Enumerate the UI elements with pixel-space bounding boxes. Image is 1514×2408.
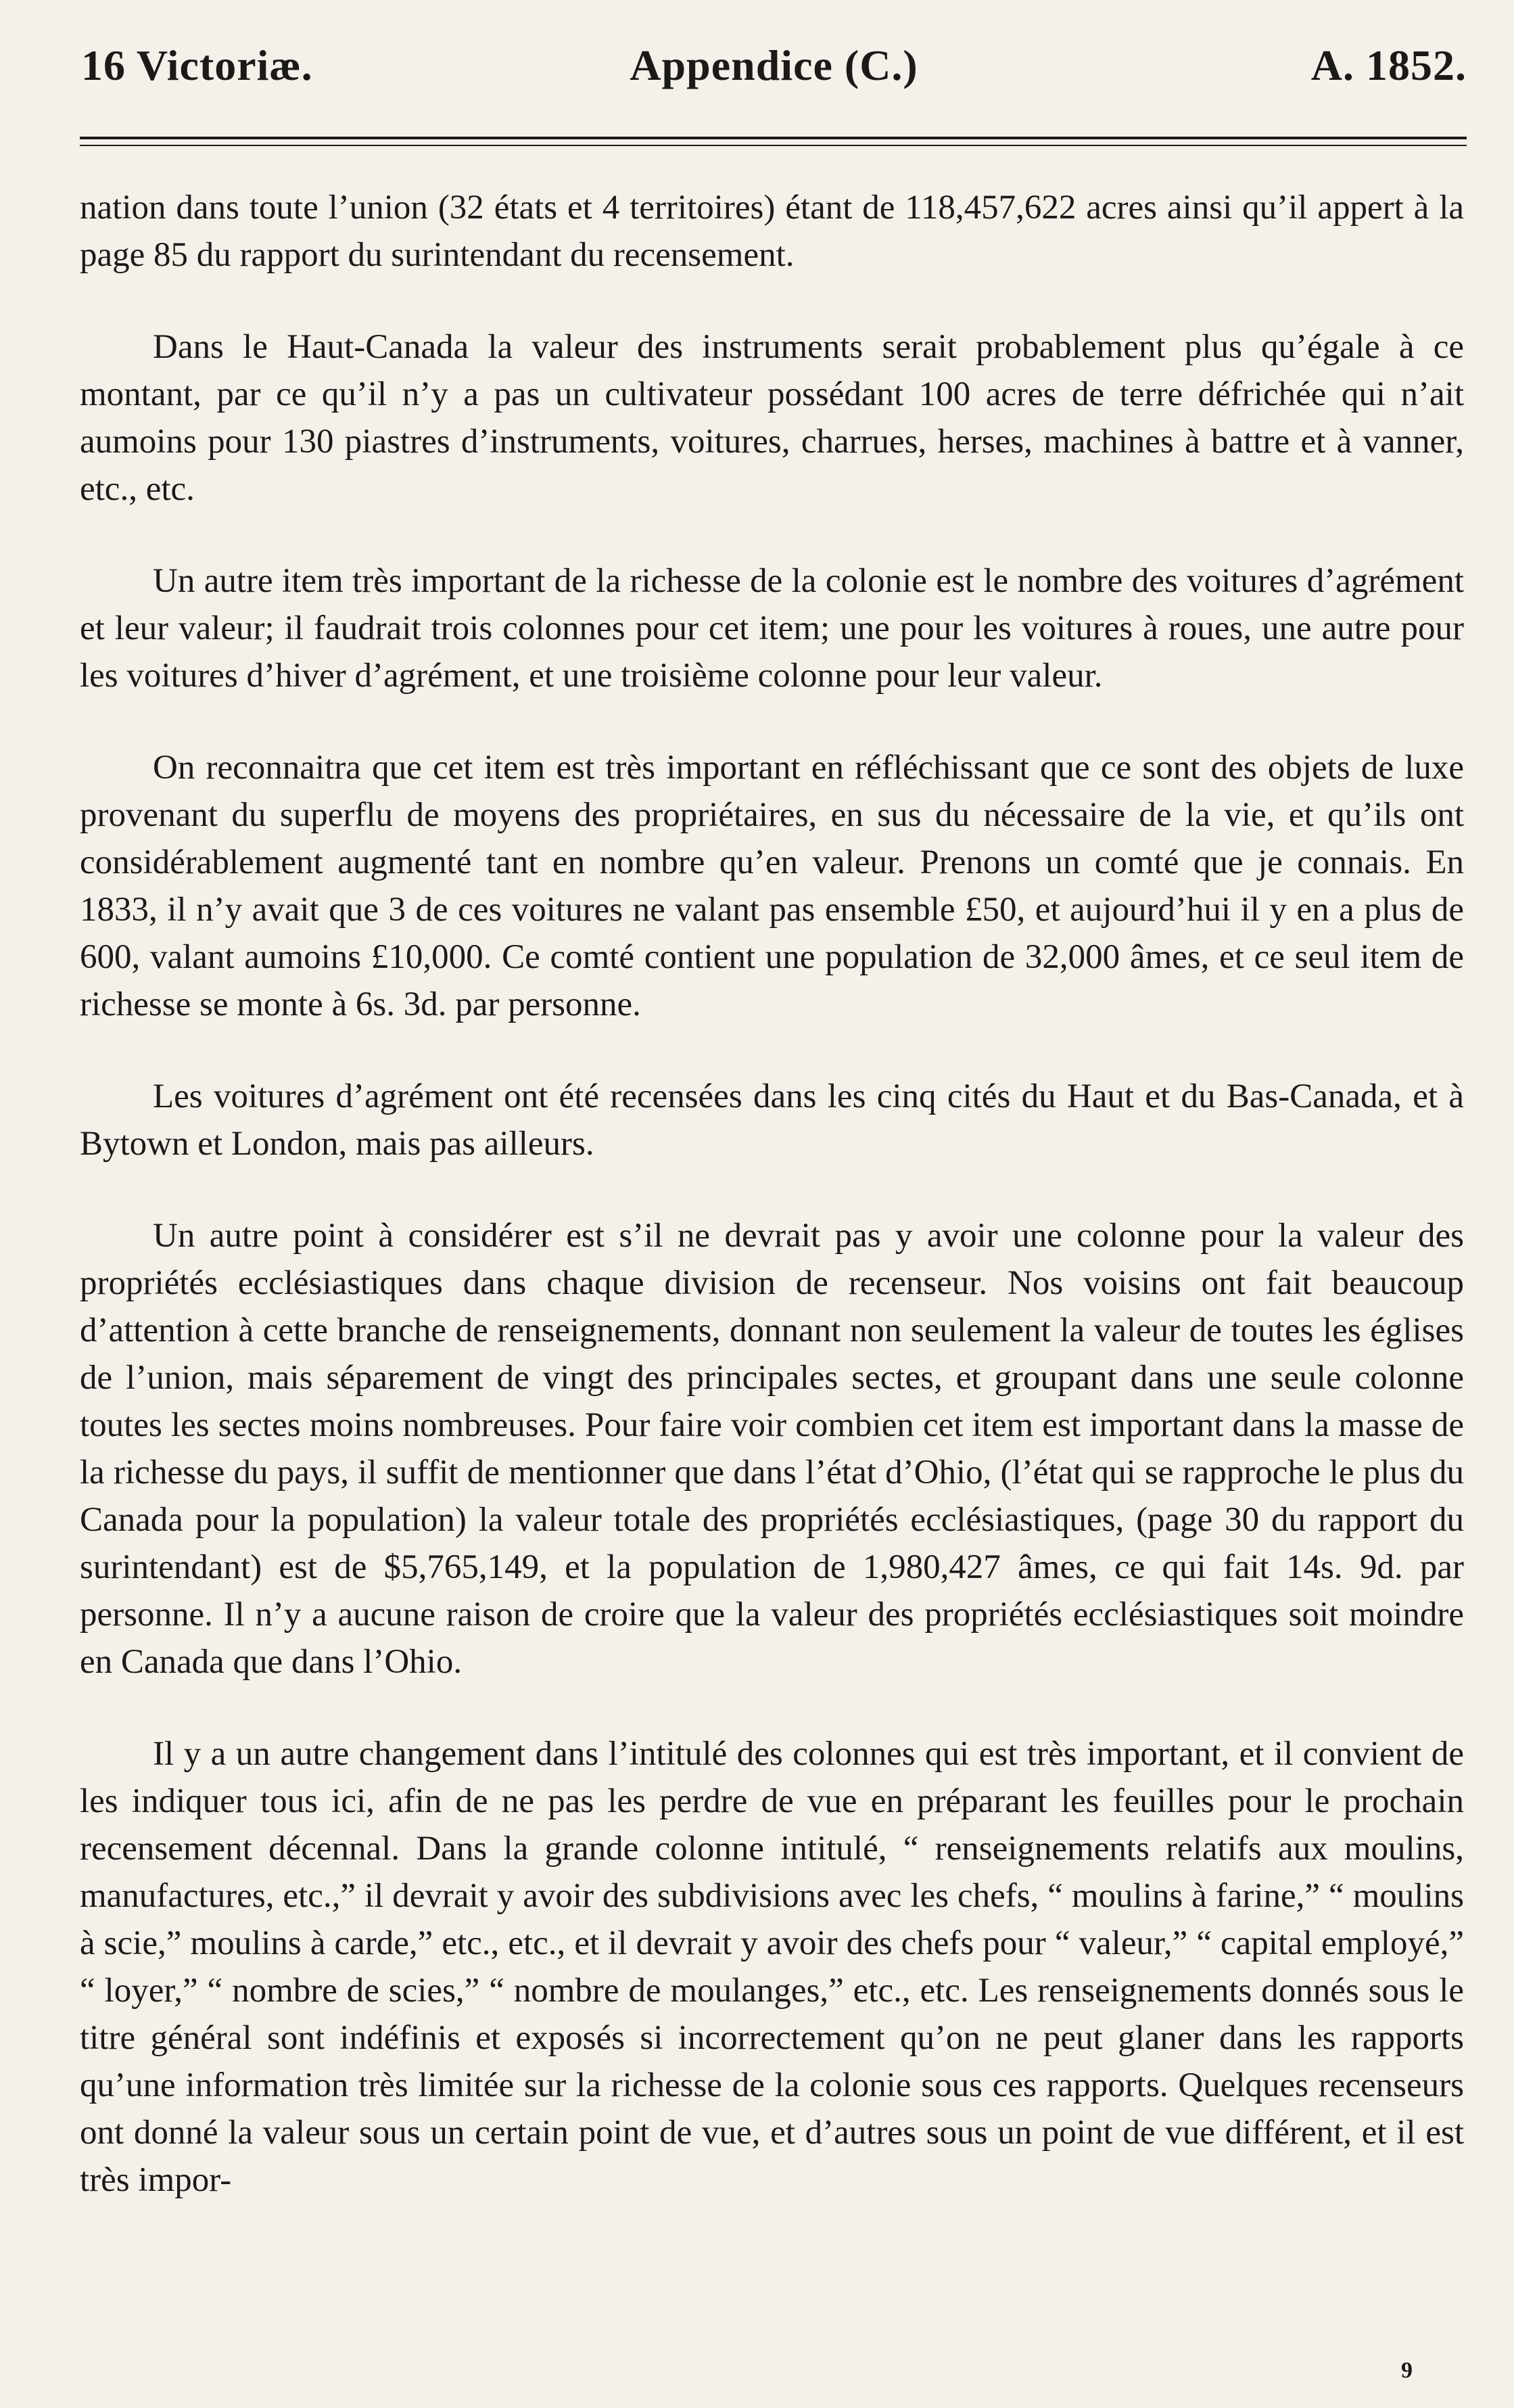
paragraph-3: Un autre item très important de la richesse de la colonie est le nombre des voitures d’agrément et leur valeur; il faudrait trois colonnes pour cet item; une pour les voitures à roues, une autre pour les voitures d’hiver d’agrément, et une troisième colonne pour leur valeur. [80,562,1464,695]
body-text [80,184,1464,2248]
header-rule-thick [80,137,1467,139]
header-year: A. 1852. [1310,41,1467,89]
paragraph-1: nation dans toute l’union (32 états et 4 territoires) étant de 118,457,622 acres ainsi qu’il appert à la page 85 du rapport du surintendant du recensement. [80,189,1464,274]
page-folio: 9 [1401,2358,1413,2383]
paragraph-2: Dans le Haut-Canada la valeur des instruments serait probablement plus qu’égale à ce montant, par ce qu’il n’y a pas un cultivateur possédant 100 acres de terre défrichée qui n’ait aumoins pour 130 piastres d’instruments, voitures, charrues, herses, machines à battre et à vanner, etc., etc. [80,328,1464,508]
running-header [81,41,1467,101]
header-rule-thin [80,145,1467,146]
paragraph-7: Il y a un autre changement dans l’intitulé des colonnes qui est très important, et il convient de les indiquer tous ici, afin de ne pas les perdre de vue en préparant les feuilles pour le prochain recensement décennal. Dans la grande colonne intitulé, “ renseignements relatifs aux moulins, manufactures, etc.,” il devrait y avoir des subdivisions avec les chefs, “ moulins à farine,” “ moulins à scie,” moulins à carde,” etc., etc., et il devrait y avoir des chefs pour “ valeur,” “ capital employé,” “ loyer,” “ nombre de scies,” “ nombre de moulanges,” etc., etc. Les renseignements donnés sous le titre général sont indéfinis et exposés si incorrectement qu’on ne peut glaner dans les rapports qu’une information très limitée sur la richesse de la colonie sous ces rapports. Quelques recenseurs ont donné la valeur sous un certain point de vue, et d’autres sous un point de vue différent, et il est très impor- [80,1735,1464,2199]
header-session: 16 Victoriæ. [81,41,313,89]
paragraph-6: Un autre point à considérer est s’il ne devrait pas y avoir une colonne pour la valeur des propriétés ecclésiastiques dans chaque division de recenseur. Nos voisins ont fait beaucoup d’attention à cette branche de renseignements, donnant non seulement la valeur de toutes les églises de l’union, mais séparement de vingt des principales sectes, et groupant dans une seule colonne toutes les sectes moins nombreuses. Pour faire voir combien cet item est important dans la masse de la richesse du pays, il suffit de mentionner que dans l’état d’Ohio, (l’état qui se rapproche le plus du Canada pour la population) la valeur totale des propriétés ecclésiastiques, (page 30 du rapport du surintendant) est de $5,765,149, et la population de 1,980,427 âmes, ce qui fait 14s. 9d. par personne. Il n’y a aucune raison de croire que la valeur des propriétés ecclésiastiques soit moindre en Canada que dans l’Ohio. [80,1217,1464,1681]
paragraph-5: Les voitures d’agrément ont été recensées dans les cinq cités du Haut et du Bas-Canada, et à Bytown et London, mais pas ailleurs. [80,1078,1464,1163]
paragraph-4: On reconnaitra que cet item est très important en réfléchissant que ce sont des objets de luxe provenant du superflu de moyens des propriétaires, en sus du nécessaire de la vie, et qu’ils ont considérablement augmenté tant en nombre qu’en valeur. Prenons un comté que je connais. En 1833, il n’y avait que 3 de ces voitures ne valant pas ensemble £50, et aujourd’hui il y en a plus de 600, valant aumoins £10,000. Ce comté contient une population de 32,000 âmes, et ce seul item de richesse se monte à 6s. 3d. par personne. [80,749,1464,1023]
header-title: Appendice (C.) [630,41,918,89]
